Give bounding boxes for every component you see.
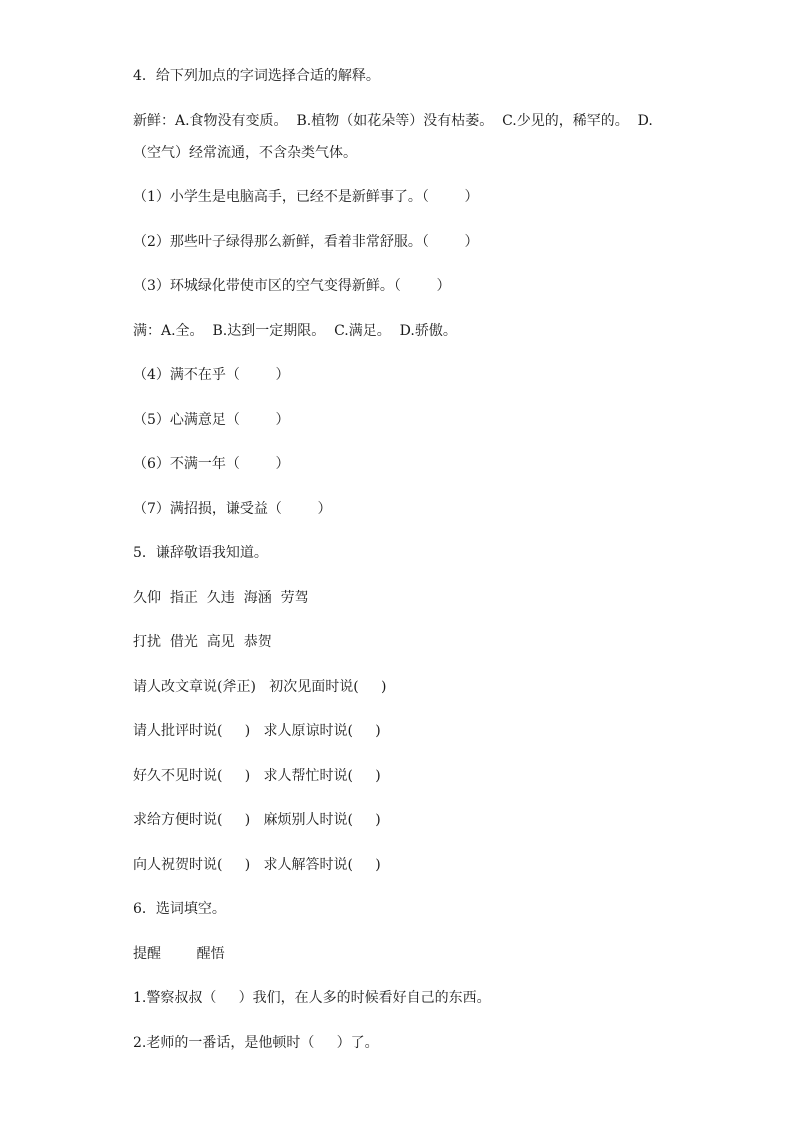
xinxian-definitions-line-1: 新鲜：A.食物没有变质。 B.植物（如花朵等）没有枯萎。 C.少见的，稀罕的。 D. [133,113,653,129]
question-4-item-2: （2）那些叶子绿得那么新鲜，看着非常舒服。（ ） [133,234,479,250]
question-5-title: 5．谦辞敬语我知道。 [133,545,268,561]
question-6-item-1: 1.警察叔叔（ ）我们，在人多的时候看好自己的东西。 [133,990,491,1006]
question-5-row-1: 请人改文章说(斧正) 初次见面时说( ) [133,679,387,695]
question-4-item-3: （3）环城绿化带使市区的空气变得新鲜。（ ） [133,278,451,294]
question-4-item-6: （6）不满一年（ ） [133,456,290,472]
word-bank-line-2: 打扰 借光 高见 恭贺 [133,634,272,650]
question-6-item-2: 2.老师的一番话，是他顿时（ ）了。 [133,1035,379,1051]
xinxian-definitions-line-2: （空气）经常流通，不含杂类气体。 [133,145,357,161]
question-5-row-3: 好久不见时说( ) 求人帮忙时说( ) [133,768,381,784]
question-4-item-7: （7）满招损，谦受益（ ） [133,501,332,517]
question-5-row-2: 请人批评时说( ) 求人原谅时说( ) [133,723,381,739]
question-4-item-1: （1）小学生是电脑高手，已经不是新鲜事了。（ ） [133,189,479,205]
question-4-title: 4．给下列加点的字词选择合适的解释。 [133,68,380,84]
word-bank-line-1: 久仰 指正 久违 海涵 劳驾 [133,590,309,606]
question-6-title: 6．选词填空。 [133,901,226,917]
question-4-item-4: （4）满不在乎（ ） [133,367,290,383]
question-6-word-bank: 提醒 醒悟 [133,946,225,962]
question-4-item-5: （5）心满意足（ ） [133,412,290,428]
question-5-row-4: 求给方便时说( ) 麻烦别人时说( ) [133,812,381,828]
man-definitions: 满：A.全。 B.达到一定期限。 C.满足。 D.骄傲。 [133,323,457,339]
question-5-row-5: 向人祝贺时说( ) 求人解答时说( ) [133,857,381,873]
